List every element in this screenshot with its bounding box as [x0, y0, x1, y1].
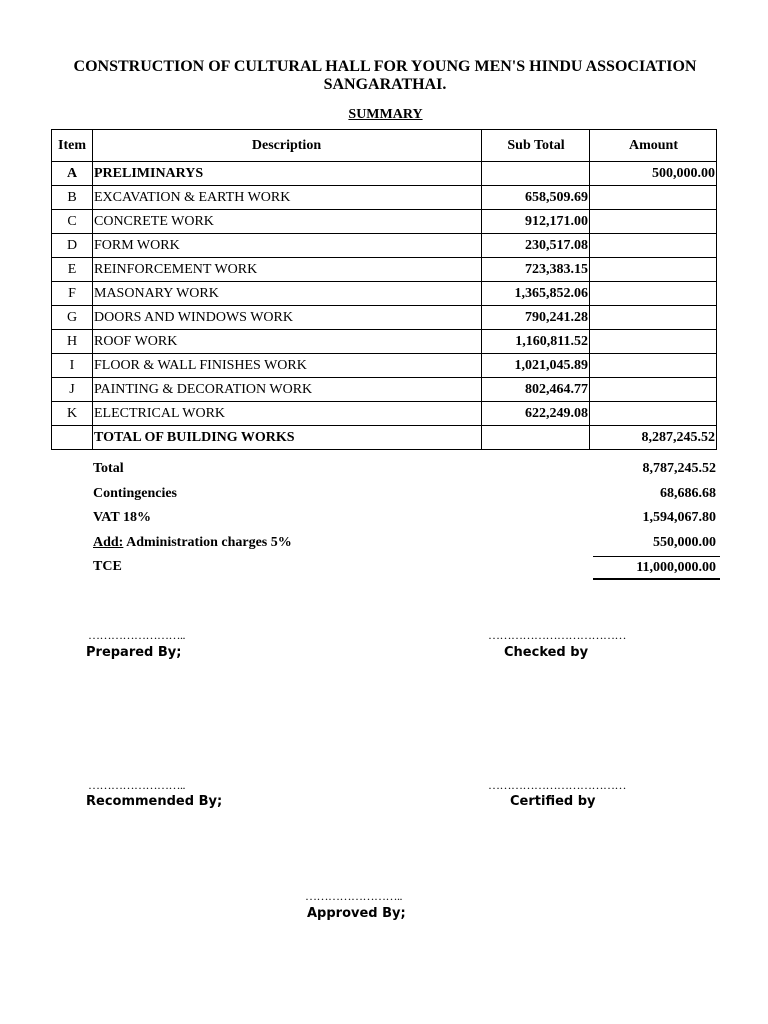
row-item: K	[52, 402, 93, 426]
table-row	[52, 234, 717, 258]
vat-value: 1,594,067.80	[642, 510, 716, 526]
summary-heading: SUMMARY	[348, 107, 423, 122]
certified-signature-line: ………………………………	[488, 778, 626, 792]
table-row	[52, 354, 717, 378]
totals-section	[93, 458, 720, 581]
table-row-total	[52, 426, 717, 450]
row-sub-total: 230,517.08	[482, 234, 590, 258]
row-description: MASONARY WORK	[93, 282, 482, 306]
row-item: A	[52, 162, 93, 186]
title-line-2: SANGARATHAI.	[323, 76, 447, 93]
row-description: PAINTING & DECORATION WORK	[93, 378, 482, 402]
header-item: Item	[52, 130, 93, 162]
row-item: G	[52, 306, 93, 330]
tce-row	[93, 556, 720, 581]
row-amount	[590, 210, 717, 234]
row-sub-total: 1,365,852.06	[482, 282, 590, 306]
contingencies-label: Contingencies	[93, 485, 177, 501]
row-description: FLOOR & WALL FINISHES WORK	[93, 354, 482, 378]
contingencies-value: 68,686.68	[660, 485, 716, 501]
tce-value: 11,000,000.00	[593, 556, 720, 580]
contingencies-row	[93, 483, 720, 508]
prepared-by-label: Prepared By;	[86, 645, 182, 660]
row-amount	[590, 306, 717, 330]
approved-by-label: Approved By;	[307, 906, 406, 921]
table-row	[52, 306, 717, 330]
prepared-signature-line: ……………………..	[88, 628, 185, 642]
row-description: REINFORCEMENT WORK	[93, 258, 482, 282]
admin-charges-label-group	[93, 532, 292, 554]
checked-signature-line: ………………………………	[488, 628, 626, 642]
row-amount	[590, 258, 717, 282]
row-sub-total: 723,383.15	[482, 258, 590, 282]
row-item: B	[52, 186, 93, 210]
row-sub-total: 912,171.00	[482, 210, 590, 234]
row-description: ROOF WORK	[93, 330, 482, 354]
row-amount	[590, 282, 717, 306]
row-item: E	[52, 258, 93, 282]
row-description: DOORS AND WINDOWS WORK	[93, 306, 482, 330]
row-amount	[590, 186, 717, 210]
admin-charges-row	[93, 532, 720, 557]
title-line-1: CONSTRUCTION OF CULTURAL HALL FOR YOUNG MEN'S HINDU ASSOCIATION	[73, 58, 697, 75]
admin-charges-value: 550,000.00	[653, 534, 716, 550]
row-sub-total: 1,021,045.89	[482, 354, 590, 378]
admin-charges-label: Administration charges 5%	[123, 534, 292, 550]
row-sub-total: 1,160,811.52	[482, 330, 590, 354]
admin-prefix: Add:	[93, 534, 124, 550]
row-amount: 500,000.00	[590, 162, 717, 186]
row-item: F	[52, 282, 93, 306]
checked-by-label: Checked by	[504, 645, 589, 660]
table-row	[52, 282, 717, 306]
row-amount	[590, 234, 717, 258]
table-row	[52, 186, 717, 210]
row-item: H	[52, 330, 93, 354]
row-description: FORM WORK	[93, 234, 482, 258]
tce-label: TCE	[93, 559, 122, 575]
row-item: I	[52, 354, 93, 378]
header-amount: Amount	[590, 130, 717, 162]
row-amount	[590, 330, 717, 354]
row-sub-total: 622,249.08	[482, 402, 590, 426]
table-row	[52, 378, 717, 402]
row-amount	[590, 378, 717, 402]
table-row	[52, 330, 717, 354]
total-value: 8,787,245.52	[642, 461, 716, 476]
vat-label: VAT 18%	[93, 510, 151, 526]
certified-by-label: Certified by	[510, 794, 596, 809]
header-description: Description	[93, 130, 482, 162]
vat-row	[93, 507, 720, 532]
row-description: TOTAL OF BUILDING WORKS	[93, 426, 482, 450]
table-row	[52, 258, 717, 282]
row-item	[52, 426, 93, 450]
table-row	[52, 162, 717, 186]
approved-signature-line: ……………………..	[305, 889, 402, 903]
row-sub-total	[482, 162, 590, 186]
table-row	[52, 210, 717, 234]
header-sub-total: Sub Total	[482, 130, 590, 162]
row-amount	[590, 402, 717, 426]
table-row	[52, 402, 717, 426]
total-label: Total	[93, 461, 124, 476]
row-sub-total: 802,464.77	[482, 378, 590, 402]
row-description: ELECTRICAL WORK	[93, 402, 482, 426]
row-item: J	[52, 378, 93, 402]
row-amount	[590, 354, 717, 378]
row-item: C	[52, 210, 93, 234]
row-sub-total	[482, 426, 590, 450]
row-amount: 8,287,245.52	[590, 426, 717, 450]
summary-table	[51, 129, 717, 450]
row-sub-total: 790,241.28	[482, 306, 590, 330]
recommended-by-label: Recommended By;	[86, 794, 223, 809]
row-description: EXCAVATION & EARTH WORK	[93, 186, 482, 210]
recommended-signature-line: ……………………..	[88, 778, 185, 792]
row-item: D	[52, 234, 93, 258]
document-title	[40, 58, 730, 94]
row-description: PRELIMINARYS	[93, 162, 482, 186]
row-description: CONCRETE WORK	[93, 210, 482, 234]
row-sub-total: 658,509.69	[482, 186, 590, 210]
total-row	[93, 458, 720, 483]
table-header-row	[52, 130, 717, 162]
